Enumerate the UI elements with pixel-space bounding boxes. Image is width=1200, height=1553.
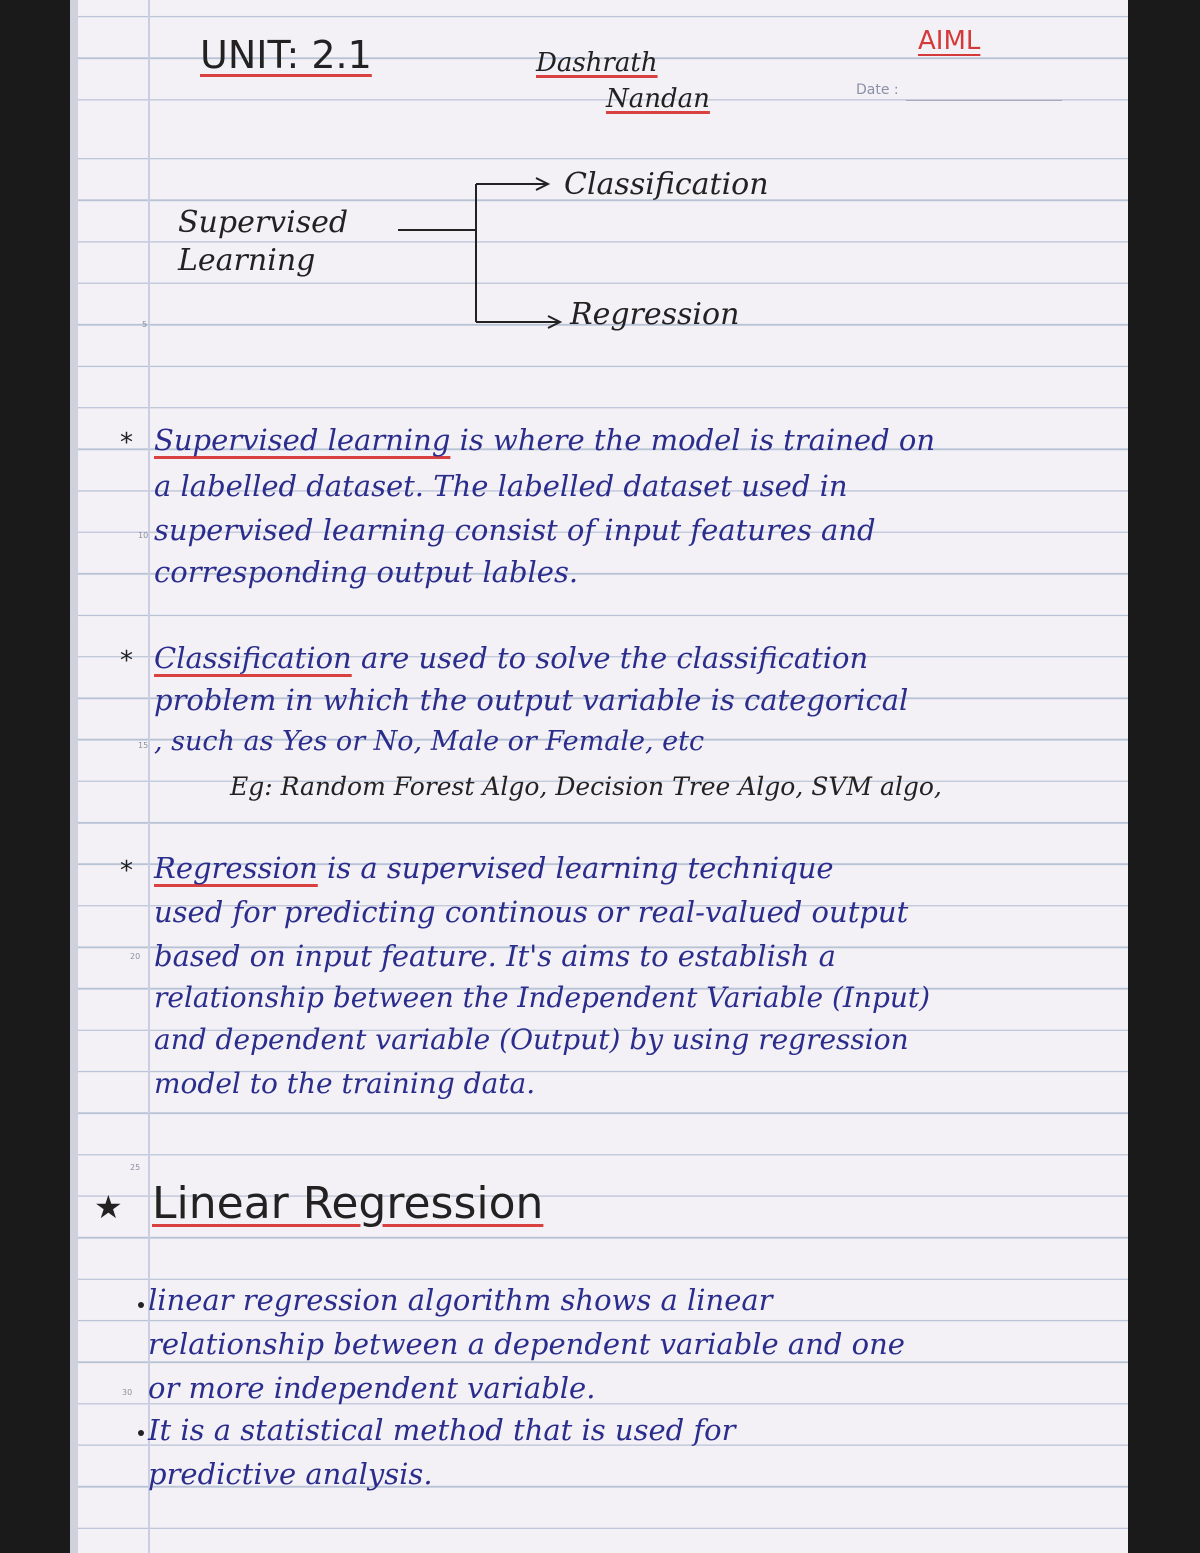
supervised-line-1: Supervised learning is where the model is trained on bbox=[154, 423, 936, 457]
linreg-bullet2-line-1: It is a statistical method that is used for bbox=[148, 1413, 736, 1447]
regression-line-3: based on input feature. It's aims to establish a bbox=[154, 939, 836, 973]
diagram-branch-regression: Regression bbox=[570, 297, 740, 332]
author-first-name: Dashrath bbox=[536, 48, 658, 78]
term-classification: Classification bbox=[154, 641, 352, 675]
author-last-name: Nandan bbox=[606, 84, 710, 114]
classification-line-1: Classification are used to solve the classification bbox=[154, 641, 869, 675]
star-bullet: * bbox=[120, 646, 133, 676]
line-number: 15 bbox=[138, 741, 149, 750]
classification-line-3: , such as Yes or No, Male or Female, etc bbox=[154, 726, 705, 757]
regression-line-2: used for predicting continous or real-valued output bbox=[154, 895, 909, 929]
line-number: 10 bbox=[138, 531, 149, 540]
supervised-line-2: a labelled dataset. The labelled dataset used in bbox=[154, 469, 848, 503]
supervised-line-4: corresponding output lables. bbox=[154, 555, 579, 589]
linreg-bullet1-line-2: relationship between a dependent variable and one bbox=[148, 1327, 905, 1361]
bullet-dot bbox=[138, 1430, 144, 1436]
term-regression: Regression bbox=[154, 851, 318, 885]
unit-title: UNIT: 2.1 bbox=[200, 33, 372, 77]
line-number: 25 bbox=[130, 1163, 141, 1172]
regression-line-4: relationship between the Independent Variable (Input) bbox=[154, 981, 931, 1014]
classification-line-2: problem in which the output variable is categorical bbox=[154, 683, 909, 717]
line-number: 20 bbox=[130, 952, 141, 961]
diagram-root-label: Supervised Learning bbox=[178, 205, 349, 278]
subject-label: AIML bbox=[918, 26, 981, 56]
line-number: 30 bbox=[122, 1388, 133, 1397]
date-label: Date : bbox=[856, 82, 899, 98]
diagram-branch-classification: Classification bbox=[564, 167, 769, 202]
section-heading-linear-regression: Linear Regression bbox=[152, 1178, 544, 1229]
star-heading-icon: ★ bbox=[94, 1188, 123, 1226]
term-supervised-learning: Supervised learning bbox=[154, 423, 451, 457]
linreg-bullet1-line-1: linear regression algorithm shows a linear bbox=[148, 1283, 773, 1317]
regression-line-5: and dependent variable (Output) by using regression bbox=[154, 1023, 909, 1056]
notebook-page bbox=[70, 0, 1128, 1553]
line-number: 5 bbox=[142, 320, 148, 329]
supervised-line-3: supervised learning consist of input features and bbox=[154, 513, 876, 547]
star-bullet: * bbox=[120, 856, 133, 886]
linreg-bullet1-line-3: or more independent variable. bbox=[148, 1371, 596, 1405]
regression-line-6: model to the training data. bbox=[154, 1067, 536, 1100]
linreg-bullet2-line-2: predictive analysis. bbox=[148, 1457, 433, 1491]
bullet-dot bbox=[138, 1302, 144, 1308]
star-bullet: * bbox=[120, 428, 133, 458]
regression-line-1: Regression is a supervised learning technique bbox=[154, 851, 834, 885]
diagram-connectors bbox=[70, 0, 1128, 420]
classification-examples: Eg: Random Forest Algo, Decision Tree Algo, SVM algo, bbox=[230, 772, 942, 801]
